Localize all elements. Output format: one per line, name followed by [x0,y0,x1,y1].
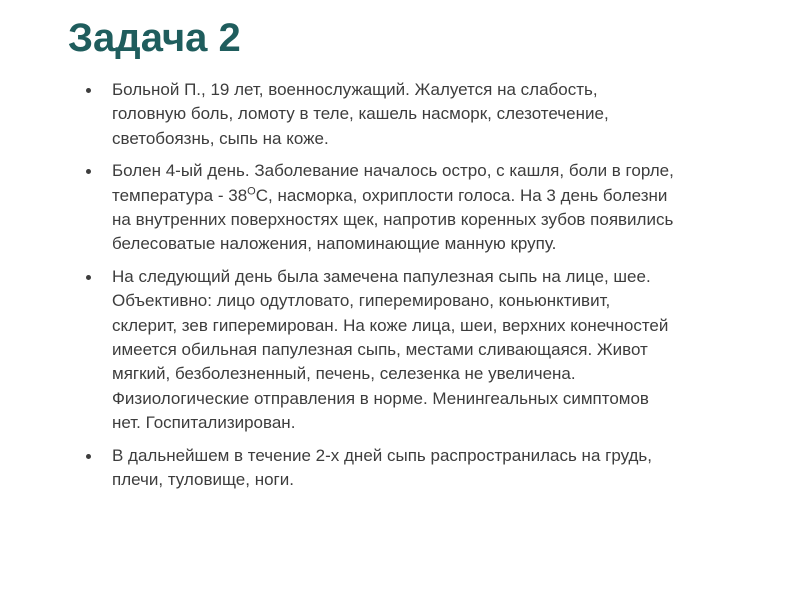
bullet-text: На следующий день была замечена папулезная сыпь на лице, шее. Объективно: лицо одутловато, гиперемировано, коньюнктивит, склерит, зев гиперемирован. На коже лица, шеи, верхних конечностей имеется обильная папулезная сыпь, местами сливающаяся. Живот мягкий, безболезненный, печень, селезенка не увеличена. Физиологические отправления в норме. Менингеальных симптомов нет. Госпитализирован. [112,266,669,433]
slide-title: Задача 2 [68,16,241,60]
bullet-list [80,78,780,501]
bullet-text: Больной П., 19 лет, военнослужащий. Жалуется на слабость, головную боль, ломоту в теле, кашель насморк, слезотечение, светобоязнь, сыпь на коже. [112,80,609,148]
bullet-item-progression [80,444,780,493]
bullet-text-part: С, насморка, охриплости голоса. На 3 день болезни на внутренних поверхностях щек, напротив коренных зубов появились белесоватые наложения, напоминающие манную крупу. [112,185,674,254]
bullet-text-part: Болен 4-ый день. Заболевание началось остро, с кашля, боли в горле, температура - 38 [112,161,674,205]
bullet-dot-icon [86,275,91,280]
bullet-dot-icon [86,169,91,174]
degree-superscript: О [247,184,256,197]
bullet-item-examination [80,265,780,436]
bullet-text [112,159,780,257]
bullet-text: В дальнейшем в течение 2-х дней сыпь распространилась на грудь, плечи, туловище, ноги. [112,445,653,490]
bullet-item-complaints [80,78,780,151]
bullet-dot-icon [86,454,91,459]
bullet-dot-icon [86,88,91,93]
bullet-item-anamnesis [80,159,780,257]
